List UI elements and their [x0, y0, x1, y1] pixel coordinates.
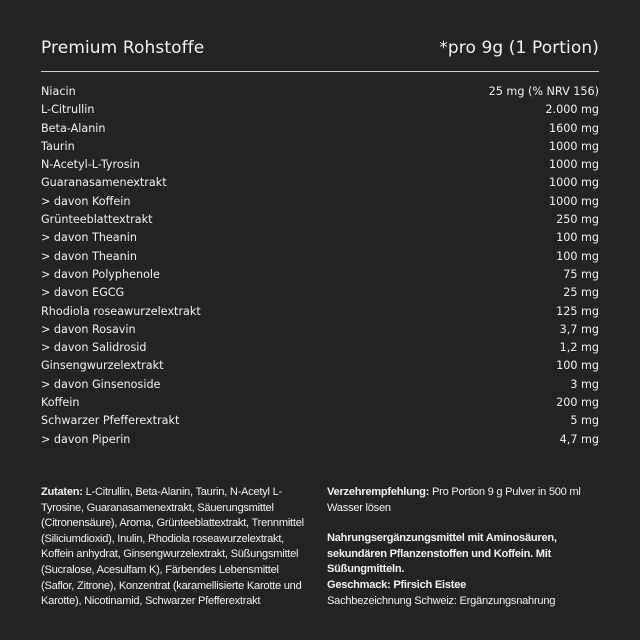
header-divider — [41, 71, 599, 72]
ingredient-name: Rhodiola roseawurzelextrakt — [41, 304, 201, 318]
ingredient-row — [41, 211, 599, 229]
ingredient-row — [41, 321, 599, 339]
swiss-designation: Sachbezeichnung Schweiz: Ergänzungsnahrung — [327, 594, 556, 607]
label-footer — [41, 485, 599, 610]
ingredient-row — [41, 120, 599, 138]
ingredient-name: > davon Piperin — [41, 432, 131, 446]
ingredient-amount: 200 mg — [556, 396, 599, 410]
ingredient-name: Schwarzer Pfefferextrakt — [41, 414, 180, 428]
ingredients-label: Zutaten: — [41, 486, 83, 498]
flavor — [327, 578, 599, 594]
product-description — [327, 531, 599, 578]
ingredient-row — [41, 394, 599, 412]
ingredient-name: Niacin — [41, 85, 76, 98]
ingredient-name: Taurin — [41, 139, 75, 153]
ingredient-amount: 1600 mg — [548, 121, 599, 135]
product-description-text: Nahrungsergänzungsmittel mit Aminosäuren, sekundären Pflanzenstoffen und Koffein. Mit Süßungmitteln. — [327, 532, 557, 576]
table-header — [41, 38, 599, 58]
ingredients-block — [41, 485, 311, 610]
ingredient-name: > davon Koffein — [41, 194, 131, 208]
ingredient-row — [41, 138, 599, 156]
ingredient-row — [41, 229, 599, 247]
usage-label: Verzehrempfehlung: — [327, 486, 430, 498]
ingredient-name: > davon Salidrosid — [41, 341, 147, 355]
ingredient-amount: 1000 mg — [548, 194, 599, 208]
ingredient-amount: 3,7 mg — [559, 322, 599, 336]
ingredient-amount: 1000 mg — [548, 139, 599, 153]
ingredient-name: > davon Rosavin — [41, 322, 136, 336]
ingredient-row — [41, 266, 599, 284]
ingredient-row — [41, 174, 599, 192]
ingredient-amount: 250 mg — [556, 213, 599, 227]
info-block — [327, 485, 599, 610]
ingredient-row — [41, 339, 599, 357]
ingredient-name: > davon Theanin — [41, 249, 137, 263]
ingredient-row — [41, 357, 599, 375]
ingredient-name: > davon Polyphenole — [41, 267, 160, 281]
flavor-value: Pfirsich Eistee — [393, 578, 467, 591]
ingredient-amount: 25 mg (% NRV 156) — [488, 85, 599, 98]
ingredient-name: Grünteeblattextrakt — [41, 213, 153, 227]
ingredient-name: L-Citrullin — [41, 103, 95, 117]
ingredient-name: Koffein — [41, 396, 80, 410]
ingredient-row — [41, 156, 599, 174]
ingredient-name: > davon Ginsenoside — [41, 377, 161, 391]
ingredient-amount: 125 mg — [556, 304, 599, 318]
ingredient-amount: 1000 mg — [548, 158, 599, 172]
ingredient-amount: 1,2 mg — [559, 341, 599, 355]
ingredient-amount: 100 mg — [556, 231, 599, 245]
serving-size: *pro 9g (1 Portion) — [439, 38, 599, 58]
ingredient-amount: 2.000 mg — [545, 103, 599, 117]
ingredient-name: N-Acetyl-L-Tyrosin — [41, 158, 140, 172]
ingredients-text: L-Citrullin, Beta-Alanin, Taurin, N-Acetyl L-Tyrosine, Guaranasamenextrakt, Säuerungsmittel (Citronensäure), Aroma, Grünteeblattextrakt, Trennmittel (Siliciumdioxid), Inulin, Rhodiola roseawurzelextrakt, Koffein anhydrat, Ginsengwurzelextrakt, Süßungsmittel (Sucralose, Acesulfam K), Färbendes Lebensmittel (Saflor, Zitrone), Konzentrat (karamellisierte Karotte und Karotte), Nicotinamid, Schwarzer Pfefferextrakt — [41, 486, 304, 608]
ingredient-amount: 1000 mg — [548, 176, 599, 190]
ingredient-name: Ginsengwurzelextrakt — [41, 359, 164, 373]
ingredient-name: > davon Theanin — [41, 231, 137, 245]
ingredient-amount: 3 mg — [570, 377, 599, 391]
ingredient-row — [41, 193, 599, 211]
ingredient-name: > davon EGCG — [41, 286, 125, 300]
ingredient-amount: 100 mg — [556, 359, 599, 373]
usage-recommendation — [327, 485, 599, 516]
flavor-label: Geschmack: — [327, 578, 391, 591]
ingredient-row — [41, 101, 599, 119]
ingredient-amount: 4,7 mg — [559, 432, 599, 446]
ingredient-name: Guaranasamenextrakt — [41, 176, 167, 190]
ingredient-name: Beta-Alanin — [41, 121, 106, 135]
usage-text: Pro Portion 9 g Pulver in 500 ml Wasser lösen — [327, 486, 581, 514]
ingredient-list — [41, 83, 599, 449]
ingredient-amount: 5 mg — [570, 414, 599, 428]
ingredient-row — [41, 303, 599, 321]
ingredient-amount: 100 mg — [556, 249, 599, 263]
ingredient-row — [41, 412, 599, 430]
ingredient-row — [41, 83, 599, 101]
table-title: Premium Rohstoffe — [41, 38, 205, 58]
ingredient-row — [41, 431, 599, 449]
ingredient-row — [41, 284, 599, 302]
ingredient-amount: 75 mg — [563, 267, 599, 281]
ingredient-row — [41, 248, 599, 266]
ingredient-amount: 25 mg — [563, 286, 599, 300]
ingredient-row — [41, 376, 599, 394]
